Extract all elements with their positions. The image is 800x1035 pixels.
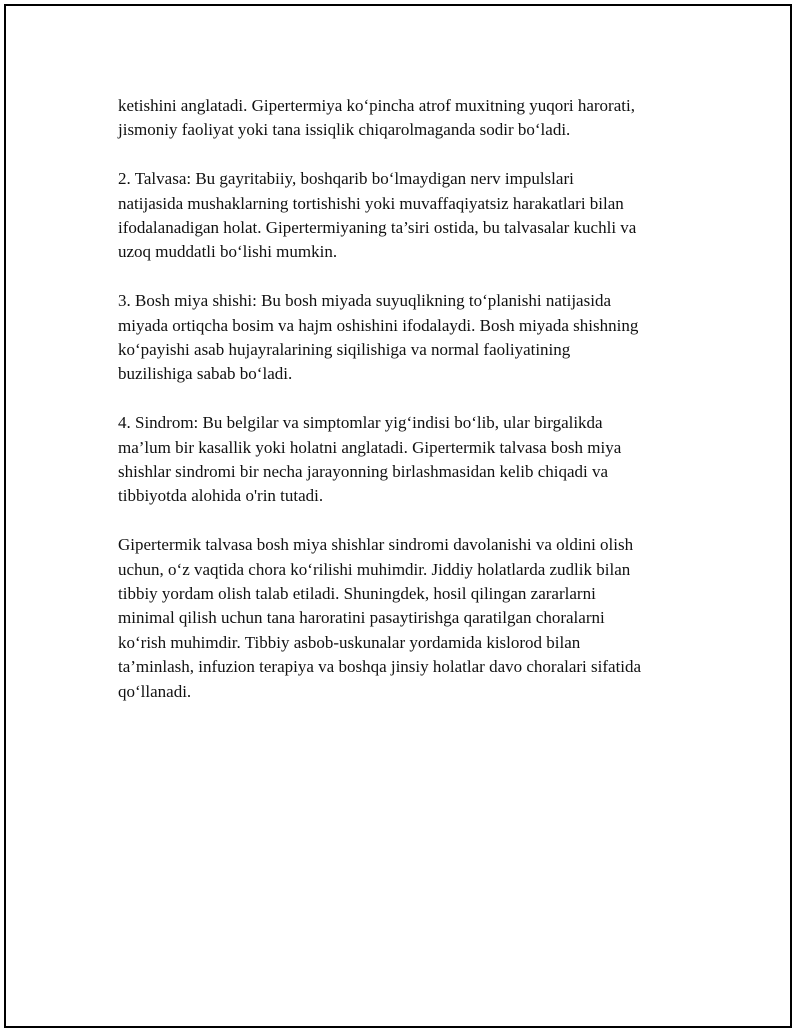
text-line: qo‘llanadi. [118,681,192,701]
text-line: ko‘payishi asab hujayralarining siqilishiga va normal faoliyatining [118,340,571,360]
text-line: jismoniy faoliyat yoki tana issiqlik chiqarolmaganda sodir bo‘ladi. [118,120,571,140]
text-line: ketishini anglatadi. Gipertermiya ko‘pincha atrof muxitning yuqori harorati, [118,96,635,115]
text-line: uchun, o‘z vaqtida chora ko‘rilishi muhimdir. Jiddiy holatlarda zudlik bilan [118,559,631,579]
paragraph-treatment [118,533,690,704]
paragraph-bosh-miya-shishi [118,289,690,387]
text-line: miyada ortiqcha bosim va hajm oshishini ifodalaydi. Bosh miyada shishning [118,315,639,335]
paragraph-talvasa [118,167,690,265]
text-line: tibbiyotda alohida o'rin tutadi. [118,486,324,506]
text-line: shishlar sindromi bir necha jarayonning birlashmasidan kelib chiqadi va [118,462,609,482]
text-line: ma’lum bir kasallik yoki holatni anglatadi. Gipertermik talvasa bosh miya [118,437,622,457]
text-line: 4. Sindrom: Bu belgilar va simptomlar yig‘indisi bo‘lib, ular birgalikda [118,413,603,433]
paragraph-sindrom [118,411,690,509]
text-line: 3. Bosh miya shishi: Bu bosh miyada suyuqlikning to‘planishi natijasida [118,291,611,311]
text-line: ko‘rish muhimdir. Tibbiy asbob-uskunalar yordamida kislorod bilan [118,632,581,652]
text-line: tibbiy yordam olish talab etiladi. Shuningdek, hosil qilingan zararlarni [118,584,596,604]
text-line: natijasida mushaklarning tortishishi yoki muvaffaqiyatsiz harakatlari bilan [118,193,624,213]
document-body [118,94,690,728]
paragraph-hyperthermia-continuation [118,94,690,143]
text-line: 2. Talvasa: Bu gayritabiiy, boshqarib bo‘lmaydigan nerv impulslari [118,169,574,189]
text-line: Gipertermik talvasa bosh miya shishlar sindromi davolanishi va oldini olish [118,535,634,555]
text-line: ta’minlash, infuzion terapiya va boshqa jinsiy holatlar davo choralari sifatida [118,657,642,677]
text-line: uzoq muddatli bo‘lishi mumkin. [118,242,338,262]
text-line: ifodalanadigan holat. Gipertermiyaning ta’siri ostida, bu talvasalar kuchli va [118,218,637,238]
text-line: buzilishiga sabab bo‘ladi. [118,364,293,384]
text-line: minimal qilish uchun tana haroratini pasaytirishga qaratilgan choralarni [118,608,605,628]
